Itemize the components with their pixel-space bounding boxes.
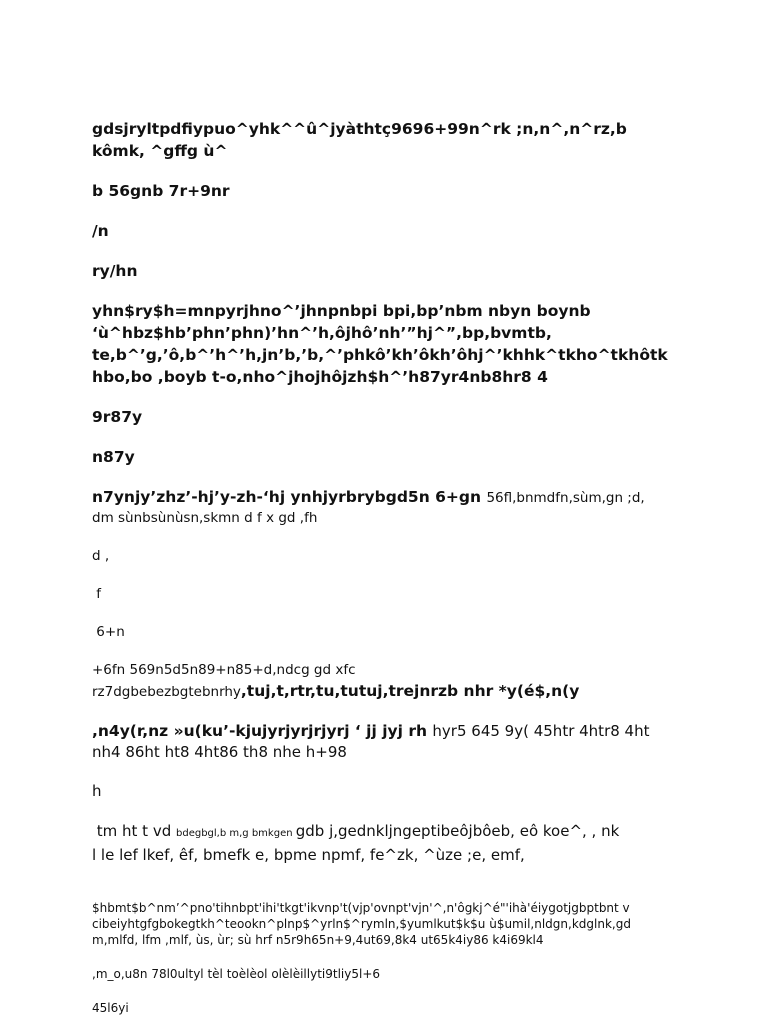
paragraph-12 <box>92 660 692 702</box>
paragraph-6: 9r87y <box>92 408 143 426</box>
paragraph-15 <box>92 820 692 866</box>
regular-run: tm ht t vd <box>92 822 177 840</box>
tiny-run: bdegbgl,b m,g bmkgen <box>176 828 296 839</box>
text-line: nh4 86ht ht8 4ht86 th8 nhe h+98 <box>92 743 347 761</box>
paragraph-18: 45l6yi <box>92 1001 129 1015</box>
paragraph-9: d , <box>92 548 110 564</box>
text-line: hbo,bo ,boyb t-o,nho^jhojhôjzh$h^’h87yr4nb8hr8 4 <box>92 368 548 386</box>
paragraph-10: f <box>92 586 102 602</box>
regular-run: gdb j,gednkljngeptibeôjbôeb, eô koe^, , nk <box>295 822 620 840</box>
bold-run: n7ynjy’zhz’-hj’y-zh-‘hj ynhjyrbrybgd5n 6+gn <box>92 488 487 506</box>
bold-run: ,tuj,t,rtr,tu,tutuj,trejnrzb nhr *y(é$,n(y <box>240 682 580 700</box>
paragraph-11: 6+n <box>92 624 125 640</box>
regular-run: rz7dgbebezbgtebnrhy <box>92 684 241 700</box>
paragraph-2: b 56gnb 7r+9nr <box>92 182 230 200</box>
paragraph-14: h <box>92 782 102 800</box>
text-line: dm sùnbsùnùsn,skmn d f x gd ,fh <box>92 510 318 526</box>
paragraph-5 <box>92 300 692 388</box>
paragraph-7: n87y <box>92 448 135 466</box>
text-line: cibeiyhtgfgbokegtkh^teookn^plnp$^yrln$^rymln,$yumlkut$k$u ù$umil,nldgn,kdglnk,gd <box>92 917 631 931</box>
regular-run: 56fl,bnmdfn,sùm,gn ;d, <box>486 490 645 506</box>
bold-run: ,n4y(r,nz »u(ku’-kjujyrjyrjrjyrj ‘ jj jyj rh <box>92 722 433 740</box>
text-line: gdsjryltpdfiypuo^yhk^^û^jyàthtç9696+99n^rk ;n,n^,n^rz,b <box>92 120 627 138</box>
text-line: +6fn 569n5d5n89+n85+d,ndcg gd xfc <box>92 662 356 678</box>
paragraph-4: ry/hn <box>92 262 138 280</box>
paragraph-17: ,m_o,u8n 78l0ultyl tèl toèlèol olèlèillyti9tliy5l+6 <box>92 967 381 981</box>
regular-run: hyr5 645 9y( 45htr 4htr8 4ht <box>432 722 650 740</box>
text-line: m,mlfd, lfm ,mlf, ùs, ùr; sù hrf n5r9h65n+9,4ut69,8k4 ut65k4iy86 k4i69kl4 <box>92 933 544 947</box>
text-line: ‘ù^hbz$hb’phn’phn)’hn^’h,ôjhô’nh’”hj^”,bp,bvmtb, <box>92 324 552 342</box>
text-line: te,b^’g,’ô,b^’h^’h,jn’b,’b,^’phkô’kh’ôkh’ôhj^’khhk^tkho^tkhôtk <box>92 346 668 364</box>
paragraph-13 <box>92 720 692 763</box>
text-line: $hbmt$b^nm’^pno'tihnbpt'ihi'tkgt'ikvnp't(vjp'ovnpt'vjn'^,n'ôgkj^é"'ihà'éiygotjgbptbnt v <box>92 901 630 915</box>
text-line: yhn$ry$h=mnpyrjhno^’jhnpnbpi bpi,bp’nbm nbyn boynb <box>92 302 591 320</box>
text-line: l le lef lkef, êf, bmefk e, bpme npmf, fe^zk, ^ùze ;e, emf, <box>92 846 525 864</box>
document-page <box>92 118 692 1034</box>
paragraph-16 <box>92 900 692 948</box>
paragraph-1 <box>92 118 692 162</box>
text-line: kômk, ^gffg ù^ <box>92 142 228 160</box>
paragraph-3: /n <box>92 222 109 240</box>
paragraph-8 <box>92 486 692 528</box>
